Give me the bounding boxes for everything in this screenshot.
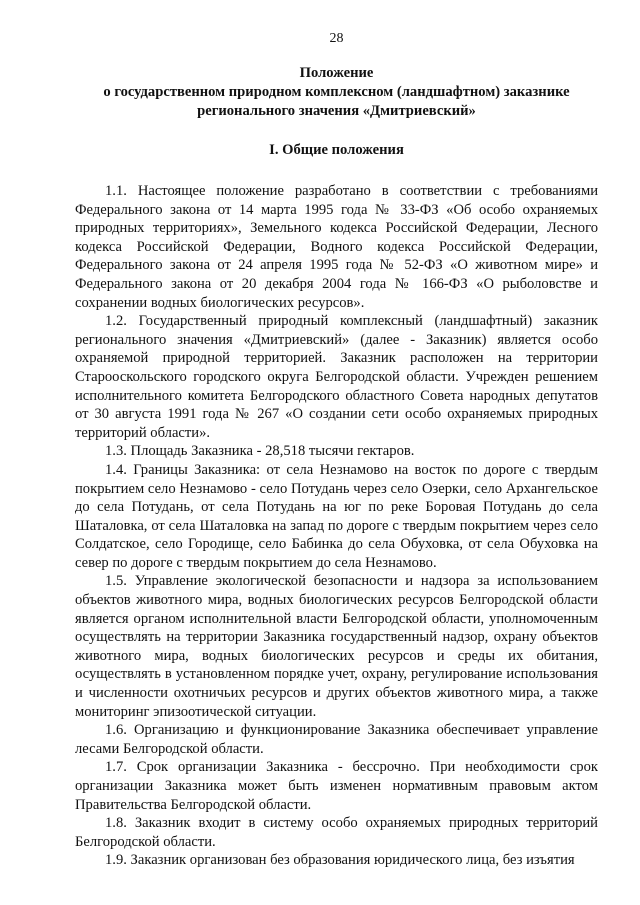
document-page <box>75 30 598 870</box>
paragraph-1-8: 1.8. Заказник входит в систему особо охраняемых природных территорий Белгородской области. <box>75 815 598 850</box>
page-number: 28 <box>329 31 344 46</box>
paragraph-1-5: 1.5. Управление экологической безопасности и надзора за использованием объектов животного мира, водных биологических ресурсов Белгородской области является органом исполнительной власти Белгородской области, уполномоченным осуществлять на территории Заказника государственный надзор, охрану объектов животного мира, водных биологических ресурсов и среды их обитания, осуществлять в установленном порядке учет, охрану, регулирование использования и численности охотничьих ресурсов и других объектов животного мира, а также мониторинг эпизоотической ситуации. <box>75 573 598 720</box>
document-title-line-2: о государственном природном комплексном (ландшафтном) заказнике <box>103 84 570 100</box>
paragraph-1-4: 1.4. Границы Заказника: от села Незнамово на восток по дороге с твердым покрытием село Незнамово - село Потудань через село Озерки, село Архангельское до села Потудань, от села Потудань на юг по реке Боровая Потудань до села Шаталовка, от села Шаталовка на запад по дороге с твердым покрытием через село Солдатское, село Городище, село Бабинка до села Обуховка, от села Обуховка на север по дороге с твердым покрытием до села Незнамово. <box>75 461 598 571</box>
paragraph-1-3: 1.3. Площадь Заказника - 28,518 тысячи гектаров. <box>105 443 415 460</box>
paragraph-1-9: 1.9. Заказник организован без образования юридического лица, без изъятия <box>105 852 575 869</box>
paragraph-1-2: 1.2. Государственный природный комплексный (ландшафтный) заказник регионального значения «Дмитриевский» (далее - Заказник) является особо охраняемой природной территорией. Заказник расположен на территории Старооскольского городского округа Белгородской области. Учрежден решением исполнительного комитета Белгородского областного Совета народных депутатов от 30 августа 1991 года № 267 «О создании сети особо охраняемых природных территорий области». <box>75 313 598 441</box>
document-title-line-1: Положение <box>299 65 374 81</box>
document-title-line-3: регионального значения «Дмитриевский» <box>197 103 476 119</box>
section-heading: I. Общие положения <box>269 142 404 158</box>
paragraph-1-1: 1.1. Настоящее положение разработано в соответствии с требованиями Федерального закона от 14 марта 1995 года № 33-ФЗ «Об особо охраняемых природных территориях», Земельного кодекса Российской Федерации, Лесного кодекса Российской Федерации, Водного кодекса Российской Федерации, Федерального закона от 24 апреля 1995 года № 52-ФЗ «О животном мире» и Федерального закона от 20 декабря 2004 года № 166-ФЗ «О рыболовстве и сохранении водных биологических ресурсов». <box>75 183 598 311</box>
paragraph-1-6: 1.6. Организацию и функционирование Заказника обеспечивает управление лесами Белгородской области. <box>75 722 598 757</box>
paragraph-1-7: 1.7. Срок организации Заказника - бессрочно. При необходимости срок организации Заказника может быть изменен нормативным правовым актом Правительства Белгородской области. <box>75 759 598 813</box>
